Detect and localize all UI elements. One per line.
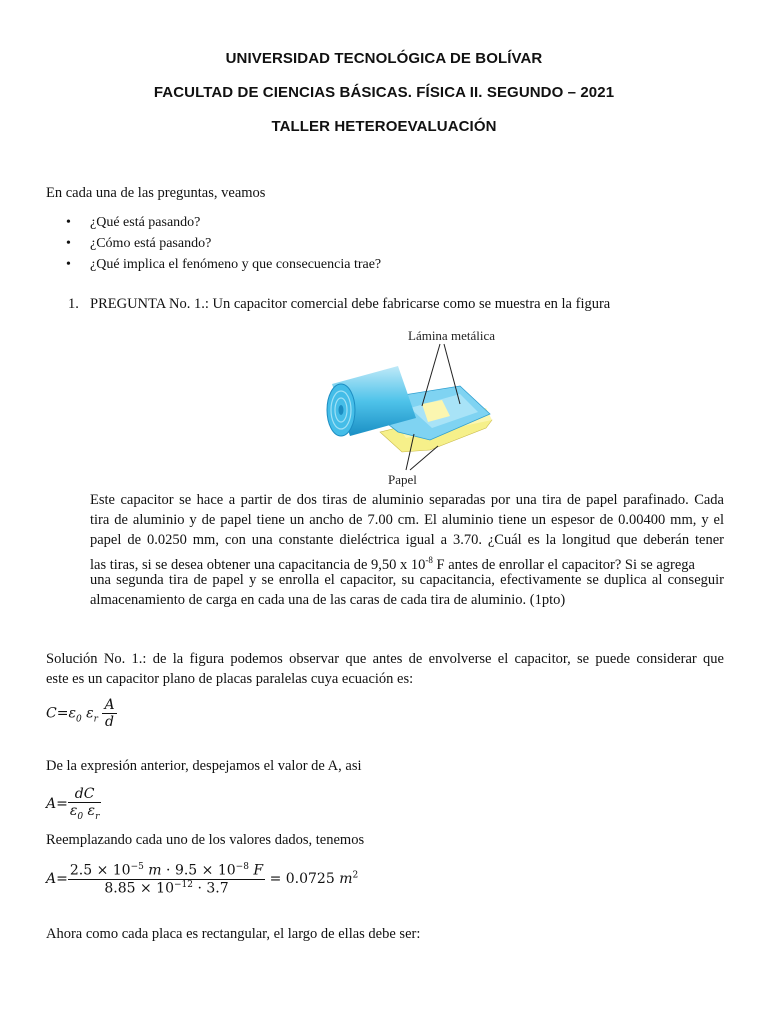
body-line: almacenamiento de carga en cada una de las caras de cada tira de aluminio. (1pto) (90, 592, 566, 608)
list-item: ¿Cómo está pasando? (90, 236, 212, 251)
label-paper: Papel (388, 472, 417, 487)
bullet-dot-icon: • (66, 215, 71, 230)
capacitor-figure (310, 322, 520, 490)
substitution-equation: A= $\frac{2.5 \times 10^{-5} m \cdot 9.5 \times 10^{-8} F}{8.85 \times 10^{-12} \cdot 3.7}$ = 0.0725 $m^2$ (46, 862, 359, 897)
list-item: ¿Qué implica el fenómeno y que consecuencia trae? (90, 257, 382, 272)
body-line: tira de aluminio y de papel tiene un ancho de 7.00 cm. El aluminio tiene un espesor de 0.00400 mm, y el (90, 512, 724, 528)
body-line: las tiras, si se desea obtener una capacitancia de 9,50 x $10^{-8}$ F antes de enrollar el capacitor? Si se agrega (90, 555, 695, 573)
bullet-dot-icon: • (66, 257, 71, 272)
body-line: Este capacitor se hace a partir de dos tiras de aluminio separadas por una tira de papel parafinado. Cada (90, 492, 724, 508)
capacitance-equation: $C=\varepsilon_0$ $\varepsilon_r$ $\frac{A}{d}$ (46, 697, 115, 730)
intro-text: En cada una de las preguntas, veamos (46, 185, 266, 201)
solution-line: Solución No. 1.: de la figura podemos observar que antes de envolverse el capacitor, se puede considerar que (46, 651, 724, 667)
bullet-dot-icon: • (66, 236, 71, 251)
question-text: PREGUNTA No. 1.: Un capacitor comercial debe fabricarse como se muestra en la figura (90, 296, 611, 312)
body-line: papel de 0.0250 mm, con una constante dieléctrica igual a 3.70. ¿Cuál es la longitud que deberán tener (90, 532, 724, 548)
question-number: 1. (68, 296, 79, 312)
solution-line: Ahora como cada placa es rectangular, el largo de ellas debe ser: (46, 926, 421, 942)
body-line: una segunda tira de papel y se enrolla el capacitor, su capacitancia, efectivamente se duplica al conseguir (90, 572, 724, 588)
label-metal: Lámina metálica (408, 328, 495, 343)
solution-line: Reemplazando cada uno de los valores dados, tenemos (46, 832, 365, 848)
list-item: ¿Qué está pasando? (90, 215, 201, 230)
solution-line: este es un capacitor plano de placas paralelas cuya ecuación es: (46, 671, 414, 687)
document-title: TALLER HETEROEVALUACIÓN (271, 118, 497, 135)
area-equation: A= $\frac{dC}{\varepsilon_0 \varepsilon_r}$ (46, 786, 100, 822)
university-title: UNIVERSIDAD TECNOLÓGICA DE BOLÍVAR (225, 50, 543, 67)
solution-line: De la expresión anterior, despejamos el valor de A, asi (46, 758, 362, 774)
faculty-title: FACULTAD DE CIENCIAS BÁSICAS. FÍSICA II. SEGUNDO – 2021 (153, 84, 615, 101)
